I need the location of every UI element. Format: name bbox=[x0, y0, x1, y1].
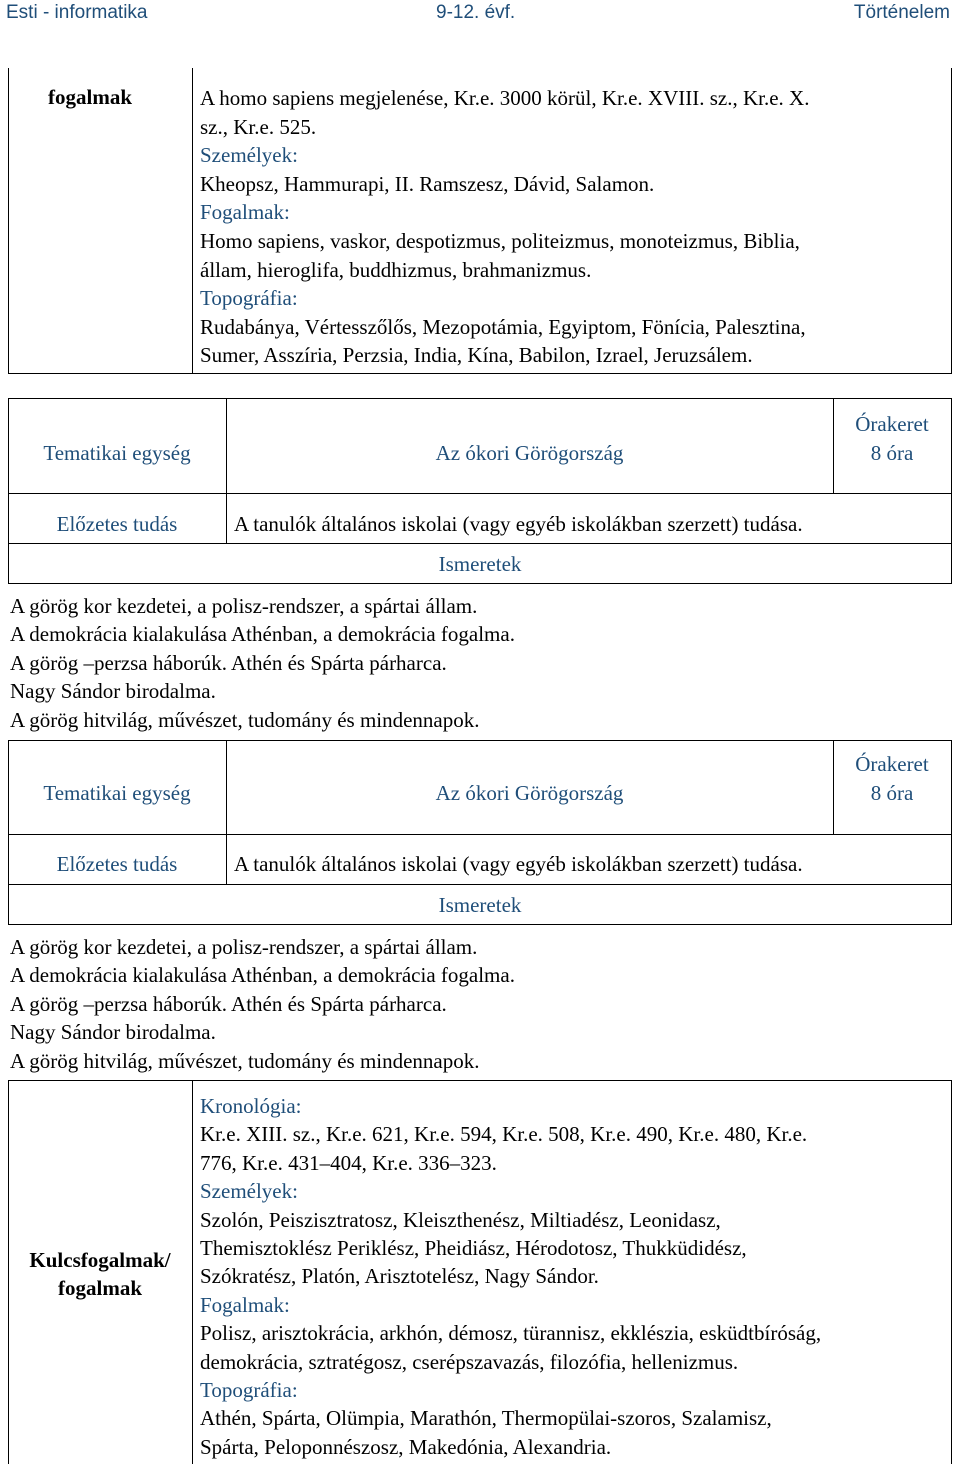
topografia-line: Sumer, Asszíria, Perzsia, India, Kína, Babilon, Izrael, Jeruzsálem. bbox=[200, 343, 753, 368]
divider bbox=[8, 373, 952, 374]
orakeret-value: 8 óra bbox=[870, 441, 914, 465]
divider bbox=[8, 740, 952, 741]
topografia-label: Topográfia: bbox=[200, 1378, 298, 1403]
divider bbox=[8, 834, 952, 835]
divider bbox=[192, 1080, 193, 1464]
header-right: Történelem bbox=[853, 2, 950, 23]
tematikai-label: Tematikai egység bbox=[43, 441, 191, 465]
topografia-line: Spárta, Peloponnészosz, Makedónia, Alexandria. bbox=[200, 1434, 612, 1459]
elozetes-value: A tanulók általános iskolai (vagy egyéb iskolákban szerzett) tudása. bbox=[234, 852, 803, 876]
divider bbox=[226, 740, 227, 884]
header-left: Esti - informatika bbox=[6, 2, 148, 23]
top-line: A homo sapiens megjelenése, Kr.e. 3000 körül, Kr.e. XVIII. sz., Kr.e. X. bbox=[200, 86, 810, 110]
fogalmak-label: Fogalmak: bbox=[200, 1292, 290, 1317]
ismeretek-list bbox=[10, 592, 515, 734]
topografia-line: Athén, Spárta, Olümpia, Marathón, Thermopülai-szoros, Szalamisz, bbox=[200, 1406, 772, 1431]
szemelyek-line: Szolón, Peiszisztratosz, Kleiszthenész, Miltiadész, Leonidasz, bbox=[200, 1207, 721, 1232]
elozetes-label: Előzetes tudás bbox=[56, 852, 178, 876]
fogalmak-line: állam, hieroglifa, buddhizmus, brahmanizmus. bbox=[200, 257, 592, 282]
ismeretek-item: A görög kor kezdetei, a polisz-rendszer, a spártai állam. bbox=[10, 594, 478, 618]
top-line: sz., Kr.e. 525. bbox=[200, 114, 317, 139]
ismeretek-item: A görög –perzsa háborúk. Athén és Spárta párharca. bbox=[10, 991, 447, 1016]
divider bbox=[8, 924, 952, 925]
kronologia-line: Kr.e. XIII. sz., Kr.e. 621, Kr.e. 594, Kr.e. 508, Kr.e. 490, Kr.e. 480, Kr.e. bbox=[200, 1122, 808, 1147]
tematikai-label: Tematikai egység bbox=[43, 781, 191, 805]
orakeret-label: Órakeret bbox=[855, 412, 929, 436]
ismeretek-item: A görög –perzsa háborúk. Athén és Spárta párharca. bbox=[10, 650, 447, 675]
divider bbox=[951, 1080, 952, 1464]
fogalmak-line: Polisz, arisztokrácia, arkhón, démosz, türannisz, ekklészia, esküdtbíróság, bbox=[200, 1321, 822, 1346]
header-center: 9-12. évf. bbox=[436, 2, 516, 23]
ismeretek-item: A demokrácia kialakulása Athénban, a demokrácia fogalma. bbox=[10, 622, 515, 647]
fogalmak-line: Homo sapiens, vaskor, despotizmus, politeizmus, monoteizmus, Biblia, bbox=[200, 228, 800, 253]
ismeretek-item: A görög hitvilág, művészet, tudomány és mindennapok. bbox=[10, 707, 480, 732]
szemelyek-line: Szókratész, Platón, Arisztotelész, Nagy Sándor. bbox=[200, 1264, 599, 1289]
divider bbox=[8, 1080, 952, 1081]
elozetes-label: Előzetes tudás bbox=[56, 512, 178, 536]
szemelyek-line: Themisztoklész Periklész, Pheidiász, Hérodotosz, Thukküdidész, bbox=[200, 1236, 747, 1261]
page-header bbox=[0, 0, 960, 30]
szemelyek-label: Személyek: bbox=[200, 143, 298, 168]
kronologia-line: 776, Kr.e. 431–404, Kr.e. 336–323. bbox=[200, 1150, 497, 1175]
ismeretek-item: Nagy Sándor birodalma. bbox=[10, 679, 216, 704]
kulcs-label-2: fogalmak bbox=[58, 1276, 142, 1300]
kulcs-label-1: Kulcsfogalmak/ bbox=[29, 1248, 171, 1272]
szemelyek-text: Kheopsz, Hammurapi, II. Ramszesz, Dávid, Salamon. bbox=[200, 171, 655, 196]
ismeretek-item: A görög kor kezdetei, a polisz-rendszer, a spártai állam. bbox=[10, 935, 478, 959]
kronologia-label: Kronológia: bbox=[200, 1094, 302, 1118]
divider bbox=[192, 68, 193, 373]
orakeret-value: 8 óra bbox=[870, 781, 914, 805]
topografia-label: Topográfia: bbox=[200, 286, 298, 311]
divider bbox=[951, 68, 952, 373]
orakeret-label: Órakeret bbox=[855, 752, 929, 776]
unit-title: Az ókori Görögország bbox=[435, 441, 624, 465]
ismeretek-label: Ismeretek bbox=[438, 893, 522, 917]
divider bbox=[8, 884, 952, 885]
divider bbox=[8, 493, 952, 494]
divider bbox=[8, 398, 952, 399]
ismeretek-label: Ismeretek bbox=[438, 552, 522, 576]
top-label: fogalmak bbox=[48, 85, 132, 109]
ismeretek-item: A görög hitvilág, művészet, tudomány és mindennapok. bbox=[10, 1048, 480, 1073]
fogalmak-label: Fogalmak: bbox=[200, 200, 290, 225]
szemelyek-label: Személyek: bbox=[200, 1179, 298, 1204]
divider bbox=[226, 398, 227, 543]
top-content bbox=[200, 84, 809, 370]
ismeretek-item: Nagy Sándor birodalma. bbox=[10, 1020, 216, 1045]
divider bbox=[8, 543, 952, 544]
fogalmak-line: demokrácia, sztratégosz, cserépszavazás, filozófia, hellenizmus. bbox=[200, 1349, 739, 1374]
divider bbox=[8, 68, 9, 373]
kulcs-content bbox=[200, 1092, 821, 1461]
unit-title: Az ókori Görögország bbox=[435, 781, 624, 805]
ismeretek-list bbox=[10, 933, 515, 1075]
topografia-line: Rudabánya, Vértesszőlős, Mezopotámia, Egyiptom, Fönícia, Palesztina, bbox=[200, 314, 806, 339]
divider bbox=[8, 583, 952, 584]
elozetes-value: A tanulók általános iskolai (vagy egyéb iskolákban szerzett) tudása. bbox=[234, 512, 803, 536]
ismeretek-item: A demokrácia kialakulása Athénban, a demokrácia fogalma. bbox=[10, 963, 515, 988]
